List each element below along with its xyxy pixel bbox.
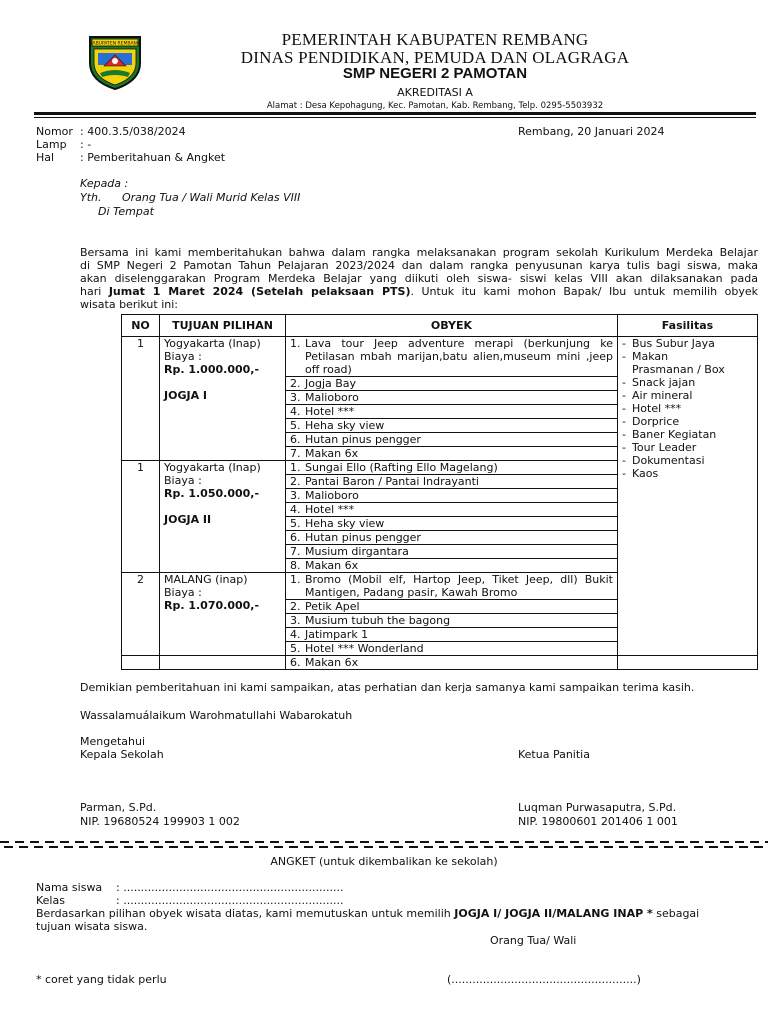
destination-cell (160, 337, 286, 461)
destination-cell (160, 461, 286, 573)
para-line: akan diselenggarakan Program Merdeka Belajar yang diikuti oleh siswa- siswi kelas VIII akan dilaksanakan pada (80, 272, 758, 285)
list-item: - Baner Kegiatan (622, 428, 717, 441)
list-item: 7. Makan 6x (290, 447, 359, 460)
salam: Wassalamuálaikum Warohmatullahi Wabarokatuh (80, 709, 353, 722)
price: Rp. 1.050.000,- (164, 487, 260, 500)
kelas-field: : ............................................................... (116, 894, 344, 907)
list-item: 2. Jogja Bay (286, 377, 617, 391)
list-item: 5. Hotel *** Wonderland (290, 642, 424, 655)
list-item: 3. Musium tubuh the bagong (286, 614, 617, 628)
hal-value: : Pemberitahuan & Angket (80, 151, 226, 164)
package-code: JOGJA I (164, 389, 208, 402)
department-heading: DINAS PENDIDIKAN, PEMUDA DAN OLAGRAGA (240, 48, 630, 67)
closing-sentence: Demikian pemberitahuan ini kami sampaikan, atas perhatian dan kerja samanya kami sampaikan terima kasih. (80, 681, 695, 694)
kepada: Kepada : (80, 177, 129, 190)
lamp-value: : - (80, 138, 92, 151)
destination-name: Yogyakarta (Inap) (164, 337, 261, 350)
kepala-sekolah-title: Kepala Sekolah (80, 748, 164, 761)
lamp-label: Lamp (36, 138, 67, 151)
para-line: hari Jumat 1 Maret 2024 (Setelah pelaksaan PTS). Untuk itu kami mohon Bapak/ Ibu untuk memilih obyek (80, 285, 759, 298)
table-row (122, 656, 758, 670)
table-header-row (122, 315, 758, 337)
list-item: 6. Makan 6x (290, 656, 359, 669)
kepala-sekolah-nip: NIP. 19680524 199903 1 002 (80, 815, 240, 828)
kepala-sekolah-name: Parman, S.Pd. (80, 801, 157, 814)
list-item: 4. Hotel *** (286, 405, 617, 419)
list-item: 4. Jatimpark 1 (286, 628, 617, 642)
header-rule-thin (34, 117, 756, 118)
col-header-fasilitas: Fasilitas (618, 315, 758, 337)
destination-name: Yogyakarta (Inap) (164, 461, 261, 474)
header-rule-thick (34, 112, 756, 115)
price: Rp. 1.000.000,- (164, 363, 260, 376)
list-item: - Dokumentasi (622, 454, 705, 467)
list-item: - Makan Prasmanan / Box (622, 350, 725, 376)
list-item: 8. Makan 6x (290, 559, 359, 572)
list-item: 1. Bromo (Mobil elf, Hartop Jeep, Tiket Jeep, dll) Bukit Mantigen, Padang pasir, Kawah Bromo (286, 573, 617, 600)
list-item: - Tour Leader (622, 441, 697, 454)
angket-statement: Berdasarkan pilihan obyek wisata diatas, kami memutuskan untuk memilih JOGJA I/ JOGJA II/MALANG INAP * sebagai (36, 907, 700, 920)
col-header-obyek: OBYEK (286, 315, 618, 337)
objects-cell (286, 461, 618, 573)
trip-options-table (121, 314, 758, 670)
list-item: 4. Hotel *** (286, 503, 617, 517)
hal-label: Hal (36, 151, 55, 164)
list-item: - Hotel *** (622, 402, 682, 415)
list-item: 2. Petik Apel (286, 600, 617, 614)
ketua-panitia-title: Ketua Panitia (518, 748, 590, 761)
list-item: - Snack jajan (622, 376, 696, 389)
list-item: - Kaos (622, 467, 659, 480)
facilities-cell (618, 337, 758, 656)
list-item: - Air mineral (622, 389, 693, 402)
list-item: 5. Heha sky view (286, 517, 617, 531)
recipient: Orang Tua / Wali Murid Kelas VIII (122, 191, 301, 204)
objects-cell (286, 337, 618, 461)
nomor-value: : 400.3.5/038/2024 (80, 125, 186, 138)
destination-name: MALANG (inap) (164, 573, 248, 586)
list-item: 6. Hutan pinus pengger (286, 433, 617, 447)
list-item: - Dorprice (622, 415, 680, 428)
ketua-panitia-nip: NIP. 19800601 201406 1 001 (518, 815, 678, 828)
destination-cell (160, 573, 286, 656)
accreditation: AKREDITASI A (397, 86, 473, 99)
list-item: 1. Sungai Ello (Rafting Ello Magelang) (286, 461, 617, 475)
col-header-tujuan: TUJUAN PILIHAN (160, 315, 286, 337)
table-row (122, 337, 758, 461)
svg-text:KABUPATEN REMBANG: KABUPATEN REMBANG (89, 41, 141, 47)
mengetahui: Mengetahui (80, 735, 146, 748)
body-paragraph (80, 246, 758, 311)
list-item: 1. Lava tour Jeep adventure merapi (berkunjung ke Petilasan mbah marijan,batu alien,museum mini ,jeep off road) (286, 337, 617, 377)
row-number: 2 (122, 573, 160, 656)
angket-title: ANGKET (untuk dikembalikan ke sekolah) (270, 855, 498, 868)
nama-siswa-field: : ............................................................... (116, 881, 344, 894)
ketua-panitia-name: Luqman Purwasaputra, S.Pd. (518, 801, 677, 814)
list-item: 6. Hutan pinus pengger (286, 531, 617, 545)
choice-options: JOGJA I/ JOGJA II/MALANG INAP * (454, 907, 653, 920)
para-line: di SMP Negeri 2 Pamotan Tahun Pelajaran 2023/2024 dan dalam rangka penyusunan karya tulis bagi siswa, maka (80, 259, 758, 272)
package-code: JOGJA II (164, 513, 212, 526)
letter-date: Rembang, 20 Januari 2024 (518, 125, 665, 138)
yth: Yth. (80, 191, 102, 204)
price: Rp. 1.070.000,- (164, 599, 260, 612)
school-address: Alamat : Desa Kepohagung, Kec. Pamotan, Kab. Rembang, Telp. 0295-5503932 (266, 101, 604, 111)
col-header-no: NO (122, 315, 160, 337)
para-line: Bersama ini kami memberitahukan bahwa dalam rangka melaksanakan program sekolah Kurikulum Merdeka Belajar (80, 246, 758, 259)
cost-label: Biaya : (164, 350, 202, 363)
signature-line: (.....................................................) (447, 973, 641, 986)
kelas-label: Kelas (36, 894, 65, 907)
nomor-label: Nomor (36, 125, 73, 138)
row-number: 1 (122, 461, 160, 573)
objects-cell (286, 573, 618, 656)
cost-label: Biaya : (164, 586, 202, 599)
list-item: 3. Malioboro (286, 391, 617, 405)
list-item: 5. Heha sky view (286, 419, 617, 433)
list-item: 7. Musium dirgantara (286, 545, 617, 559)
list-item: 3. Malioboro (286, 489, 617, 503)
objects-cell (286, 656, 618, 670)
kabupaten-rembang-logo (84, 33, 146, 91)
nama-siswa-label: Nama siswa (36, 881, 103, 894)
list-item: 2. Pantai Baron / Pantai Indrayanti (286, 475, 617, 489)
row-number: 1 (122, 337, 160, 461)
government-heading: PEMERINTAH KABUPATEN REMBANG (281, 30, 589, 49)
cost-label: Biaya : (164, 474, 202, 487)
footnote: * coret yang tidak perlu (36, 973, 167, 986)
orang-tua-wali-label: Orang Tua/ Wali (490, 934, 577, 947)
list-item: - Bus Subur Jaya (622, 337, 715, 350)
angket-statement-line2: tujuan wisata siswa. (36, 920, 148, 933)
para-line: wisata berikut ini: (80, 298, 179, 311)
di-tempat: Di Tempat (98, 205, 154, 218)
event-date: Jumat 1 Maret 2024 (Setelah pelaksaan PTS) (108, 285, 411, 298)
school-name: SMP NEGERI 2 PAMOTAN (342, 65, 528, 82)
cut-line (0, 838, 768, 854)
